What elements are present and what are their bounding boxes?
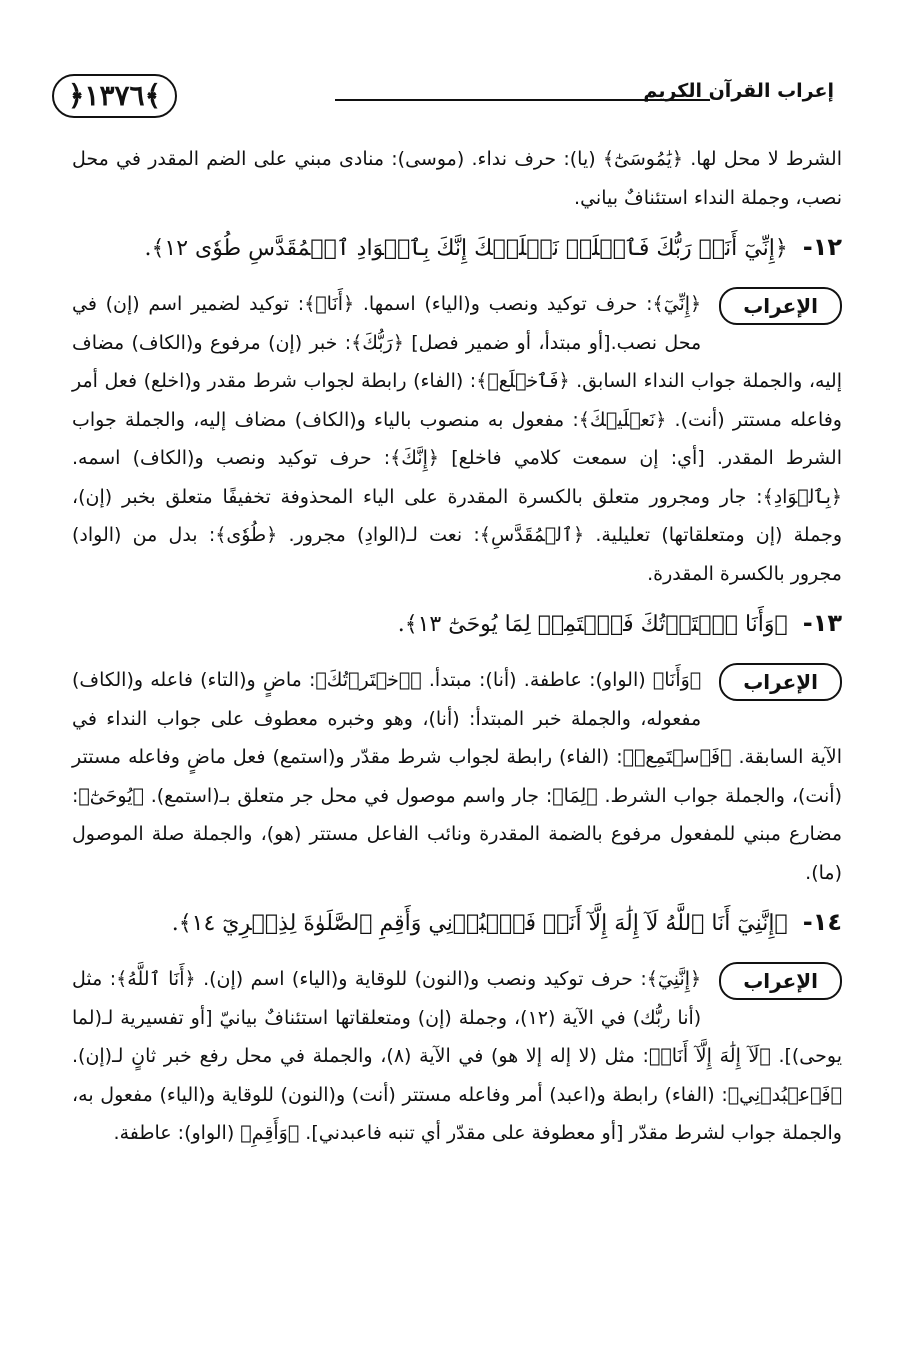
irab-text: ﴿وَأَنَا﴾ (الواو): عاطفة. (أنا): مبتدأ. ﴿ٱخۡتَرۡتُكَ﴾: ماضٍ و(التاء) فاعله و(الكاف) مفعوله، والجملة خبر المبتدأ: (أنا)، وهو وخبره معطوف على جواب النداء في الآية السابقة. ﴿فَٱسۡتَمِعۡ﴾: (الفاء) رابطة لجواب شرط مقدّر و(استمع) فعل ماضٍ وفاعله مستتر (أنت)، والجملة جواب الشرط. ﴿لِمَا﴾: جار واسم موصول في محل جر متعلق بـ(استمع). ﴿يُوحَىٰٓ﴾: مضارع مبني للمفعول مرفوع بالضمة المقدرة ونائب الفاعل مستتر (هو)، والجملة صلة الموصول (ما). — [72, 669, 842, 884]
irab-badge: الإعراب — [719, 962, 842, 1000]
verse-number: ١٢- — [802, 233, 842, 261]
irab-text: ﴿إِنِّيٓ﴾: حرف توكيد ونصب و(الياء) اسمها. ﴿أَنَا۠﴾: توكيد لضمير اسم (إن) في محل نصب.[أو مبتدأ، أو ضمير فصل] ﴿رَبُّكَ﴾: خبر (إن) مرفوع و(الكاف) مضاف إليه، والجملة جواب النداء السابق. ﴿فَٱخۡلَعۡ﴾: (الفاء) رابطة لجواب شرط مقدر و(اخلع) فعل أمر وفاعله مستتر (أنت). ﴿نَعۡلَيۡكَ﴾: مفعول به منصوب بالياء و(الكاف) مضاف إليه، والجملة جواب الشرط المقدر. [أي: إن سمعت كلامي فاخلع] ﴿إِنَّكَ﴾: حرف توكيد ونصب و(الكاف) اسمه. ﴿بِٱلۡوَادِ﴾: جار ومجرور متعلق بالكسرة المقدرة على الياء المحذوفة تخفيفًا متعلق بخبر (إن)، وجملة (إن ومتعلقاتها) تعليلية. ﴿ٱلۡمُقَدَّسِ﴾: نعت لـ(الوادِ) مجرور. ﴿طُوٗى﴾: بدل من (الواد) مجرور بالكسرة المقدرة. — [72, 293, 842, 585]
irab-section-12 — [72, 285, 842, 593]
verse-13 — [72, 599, 842, 649]
page-number: ﴿١٣٧٦﴾ — [52, 74, 177, 118]
page-header — [0, 66, 914, 126]
intro-paragraph: الشرط لا محل لها. ﴿يَٰمُوسَىٰٓ﴾ (يا): حرف نداء. (موسى): منادى مبني على الضم المقدر في محل نصب، وجملة النداء استئنافٌ بياني. — [72, 148, 842, 209]
verse-text: ﴿إِنَّنِيٓ أَنَا ٱللَّهُ لَآ إِلَٰهَ إِلَّآ أَنَا۠ فَٱعۡبُدۡنِي وَأَقِمِ ٱلصَّلَوٰةَ لِذِكۡرِيٓ ١٤﴾. — [171, 911, 788, 936]
verse-text: ﴿إِنِّيٓ أَنَا۠ رَبُّكَ فَٱخۡلَعۡ نَعۡلَيۡكَ إِنَّكَ بِٱلۡوَادِ ٱلۡمُقَدَّسِ طُوٗى ١٢﴾. — [144, 236, 788, 261]
verse-number: ١٣- — [802, 609, 842, 637]
verse-text: ﴿وَأَنَا ٱخۡتَرۡتُكَ فَٱسۡتَمِعۡ لِمَا يُوحَىٰٓ ١٣﴾. — [397, 612, 788, 637]
irab-section-13 — [72, 661, 842, 892]
verse-number: ١٤- — [802, 908, 842, 936]
page-body — [72, 140, 842, 1159]
irab-text: ﴿إِنَّنِيٓ﴾: حرف توكيد ونصب و(النون) للوقاية و(الياء) اسم (إن). ﴿أَنَا ٱللَّهُ﴾: مثل (أنا ربُّك) في الآية (١٢)، وجملة (إن) ومتعلقاتها استئنافٌ بيانيّ [أو تفسيرية لـ(لما يوحى)]. ﴿لَآ إِلَٰهَ إِلَّآ أَنَا۠﴾: مثل (لا إله إلا هو) في الآية (٨)، والجملة في محل رفع خبر ثانٍ لـ(إن). ﴿فَٱعۡبُدۡنِي﴾: (الفاء) رابطة و(اعبد) أمر وفاعله مستتر (أنت) و(النون) للوقاية و(الياء) مفعول به، والجملة جواب لشرط مقدّر [أو معطوفة على مقدّر أي تنبه فاعبدني]. ﴿وَأَقِمِ﴾ (الواو): عاطفة. — [72, 968, 842, 1144]
irab-badge: الإعراب — [719, 663, 842, 701]
verse-12 — [72, 223, 842, 273]
verse-14 — [72, 898, 842, 948]
irab-section-14 — [72, 960, 842, 1153]
irab-badge: الإعراب — [719, 287, 842, 325]
book-title: إعراب القرآن الكريم — [643, 80, 834, 102]
